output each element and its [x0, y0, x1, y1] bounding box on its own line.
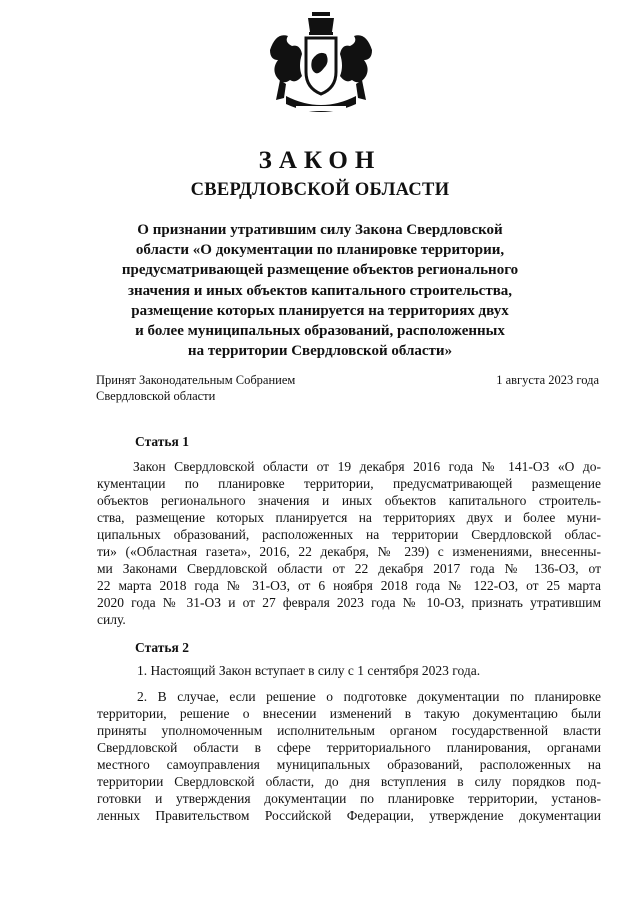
adopted-by [96, 373, 295, 404]
text-line: ти» («Областная газета», 2016, 22 декабря, № 239) с изменениями, внесенны- [97, 544, 601, 559]
text-line: Закон Свердловской области от 19 декабря 2016 года № 141-ОЗ «О до- [133, 459, 601, 474]
adopted-by-line: Свердловской области [96, 388, 216, 403]
text-line: 2020 года № 31-ОЗ и от 27 февраля 2023 года № 10-ОЗ, признать утратившим [97, 595, 601, 610]
text-line: объектов регионального значения и иных объектов капитального строитель- [97, 493, 601, 508]
text-line: территории Свердловской области, до дня вступления в силу порядков под- [97, 774, 601, 789]
text-line: местного самоуправления муниципальных образований, расположенных на [97, 757, 601, 772]
text-line: готовки и утверждения документации по планировке территории, установ- [97, 791, 601, 806]
text-line: 1. Настоящий Закон вступает в силу с 1 сентября 2023 года. [137, 663, 481, 678]
text-line: силу. [97, 612, 126, 627]
article-2-paragraph-2 [97, 688, 601, 824]
subject-line: О признании утратившим силу Закона Свердловской [137, 222, 503, 238]
text-line: 2. В случае, если решение о подготовке документации по планировке [137, 689, 601, 704]
adoption-date: 1 августа 2023 года [496, 373, 599, 387]
law-subject [95, 220, 545, 361]
text-line: кументации по планировке территории, предусматривающей размещение [97, 476, 601, 491]
text-line: ства, размещение которых планируется на территориях двух и более муни- [97, 510, 601, 525]
adopted-by-line: Принят Законодательным Собранием [96, 373, 296, 387]
subject-line: размещение которых планируется на территориях двух [131, 302, 509, 319]
subject-line: и более муниципальных образований, расположенных [135, 323, 505, 340]
article-2-paragraph-1 [97, 662, 601, 679]
text-line: Свердловской области в сфере территориального планирования, органами [97, 740, 601, 755]
article-1-text [97, 458, 601, 628]
text-line: ленных Правительством Российской Федерации, утверждение документации [97, 808, 601, 823]
article-1-heading: Статья 1 [135, 434, 189, 449]
document-type-title: ЗАКОН [258, 147, 382, 174]
text-line: территории, решение о внесении изменений в такую документацию были [97, 706, 601, 721]
article-2-heading: Статья 2 [135, 640, 189, 655]
region-title: СВЕРДЛОВСКОЙ ОБЛАСТИ [190, 180, 450, 200]
subject-line: значения и иных объектов капитального строительства, [127, 282, 513, 299]
text-line: 22 марта 2018 года № 31-ОЗ, от 6 ноября 2018 года № 122-ОЗ, от 25 марта [97, 578, 601, 593]
text-line: ми Законами Свердловской области от 22 декабря 2017 года № 136-ОЗ, от [97, 561, 601, 576]
text-line: ципальных образований, расположенных на территории Свердловской облас- [97, 527, 601, 542]
subject-line: предусматривающей размещение объектов регионального [121, 262, 519, 279]
text-line: приняты уполномоченным исполнительным органом государственной власти [97, 723, 601, 738]
subject-line: на территории Свердловской области» [187, 343, 453, 360]
subject-line: области «О документации по планировке территории, [135, 242, 505, 259]
coat-of-arms-emblem [262, 10, 380, 118]
